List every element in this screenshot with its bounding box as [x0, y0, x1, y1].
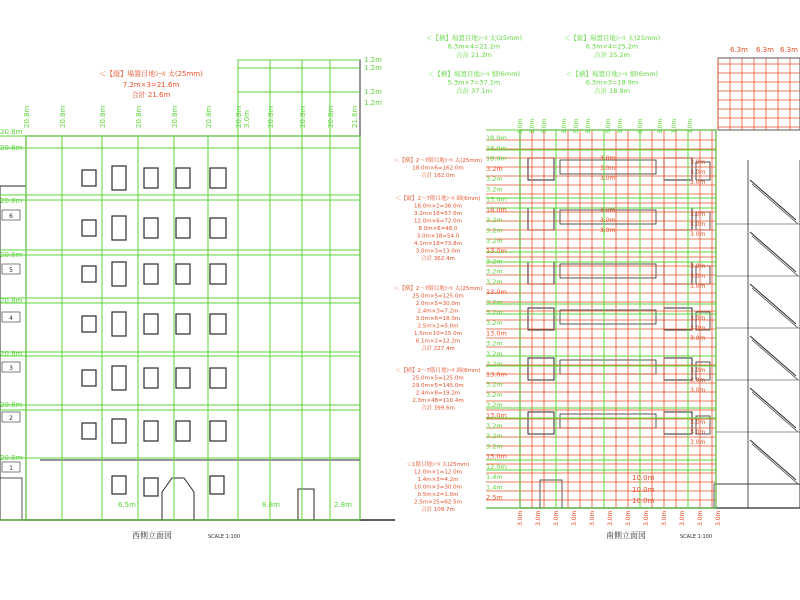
south-note-line: 2.5m×2=5.0m [417, 323, 459, 330]
window [210, 168, 226, 188]
south-top-dim: 6.3m [756, 46, 774, 54]
west-top-dim: 20.8m [205, 105, 213, 128]
south-note-line: 合計 162.0m [421, 173, 455, 179]
west-left-dim: 20.8m [0, 297, 23, 305]
south-note-line: 合計 362.4m [421, 256, 455, 262]
south-inner-dim: 3.0m [600, 155, 616, 162]
south-axis-dim: 3.2m [486, 442, 503, 451]
south-axis-dim: 18.0m [486, 154, 507, 163]
south-axis-dim: 12.0m [486, 462, 507, 471]
floor-tag: 2 [9, 415, 13, 422]
south-note-line: 10.0m×3=30.0m [414, 484, 462, 491]
south-axis-dim: 13.0m [486, 370, 507, 379]
south-title-block [606, 530, 712, 540]
window [176, 368, 190, 388]
window [144, 168, 158, 188]
south-axis-dim: 18.0m [486, 205, 507, 214]
west-top-dim: 20.8m [327, 105, 335, 128]
window [144, 314, 158, 334]
south-column-tag: 3.0m [637, 118, 644, 134]
south-axis-dim: 3.2m [486, 277, 503, 286]
west-top-dim: 20.8m [23, 105, 31, 128]
west-green-joint-grid [0, 60, 360, 520]
south-header-line: 6.3m×4=21.2m [447, 42, 501, 51]
west-right-dimensions [364, 56, 382, 107]
south-axis-dim: 3.2m [486, 421, 503, 430]
west-top-dim: 20.8m [135, 105, 143, 128]
south-inner-dim: 3.0m [690, 325, 706, 332]
south-inner-dim: 3.0m [690, 231, 706, 238]
south-inner-dim: 3.0m [690, 211, 706, 218]
south-note-line: 2.0m×5=30.0m [415, 301, 461, 307]
south-header-line: 合計 37.1m [456, 87, 492, 95]
south-column-tag: 3.0m [697, 510, 704, 526]
south-axis-dim: 13.0m [486, 411, 507, 420]
window [112, 166, 126, 190]
window [144, 421, 158, 441]
south-header-line: 合計 21.2m [456, 51, 492, 59]
stair-flight [750, 440, 796, 480]
window [144, 368, 158, 388]
south-inner-dim: 3.0m [690, 367, 706, 374]
west-header-line: ＜【縦】場置目地ｼｰﾙ 太(25mm) [99, 70, 203, 78]
south-note-line: 8.0m×6=48.0 [418, 226, 458, 232]
south-note-line: 2.4m×8=19.2m [415, 390, 461, 397]
floor-tag: 5 [9, 267, 13, 274]
south-axis-dim: 13.0m [486, 247, 507, 256]
window [176, 218, 190, 238]
south-title: 南側立面図 [606, 531, 646, 540]
south-column-tag: 3.0m [529, 118, 536, 134]
south-inner-dim: 3.0m [690, 419, 706, 426]
south-inner-dim: 3.0m [690, 263, 706, 270]
balcony-rail [560, 310, 656, 324]
window [210, 368, 226, 388]
south-note-line: 合計 227.4m [421, 346, 455, 352]
south-header-notes [426, 33, 660, 95]
west-top-dim: 3.0m [243, 110, 251, 128]
south-column-tag: 3.0m [671, 118, 678, 134]
south-axis-dim: 3.2m [486, 257, 503, 266]
south-inner-dim: 3.0m [690, 315, 706, 322]
south-inner-dim: 3.0m [690, 429, 706, 436]
south-note-line: ＜【横】2〜7階目地ｼｰﾙ 太(25mm) [393, 158, 483, 164]
floor-tag: 6 [9, 213, 13, 220]
stair-flight [750, 336, 796, 376]
south-note-line: 2.5m×25=62.5m [414, 499, 462, 506]
stair-flight [752, 392, 798, 432]
south-note-line: 25.0m×5=125.0m [412, 375, 464, 382]
west-windows [82, 166, 226, 496]
west-top-dim: 21.6m [351, 105, 359, 128]
stair-flight [752, 444, 798, 484]
south-exterior-staircase [716, 160, 800, 508]
west-left-dim: 20.8m [0, 401, 23, 409]
south-inner-dim: 3.0m [690, 283, 706, 290]
south-note-line: 合計 399.6m [421, 405, 455, 412]
floor-tag: 1 [9, 465, 13, 472]
south-note-line: 18.0m×2=36.0m [414, 203, 462, 210]
south-column-tag: 3.0m [517, 118, 524, 134]
south-axis-dim: 3.2m [486, 401, 503, 410]
south-note-line: ＜【横】2〜7階目地ｼｰﾙ 太(25mm) [393, 286, 483, 292]
south-note-line: 3.0m×3=13.0m [415, 248, 461, 255]
west-top-dim: 20.8m [171, 105, 179, 128]
window [144, 478, 158, 496]
south-note-line: 29.0m×5=145.0m [412, 383, 464, 389]
south-axis-dim: 13.0m [486, 452, 507, 461]
south-note-line: 3.2m×18=57.6m [414, 211, 462, 217]
south-axis-dim: 18.0m [486, 144, 507, 153]
south-column-tag: 3.0m [561, 118, 568, 134]
south-inner-dim: 3.0m [690, 169, 706, 176]
south-column-tag: 3.0m [625, 510, 632, 526]
west-top-dim: 20.8m [235, 105, 243, 128]
west-title-block [132, 530, 240, 540]
south-axis-dim: 3.2m [486, 216, 503, 225]
west-right-dim: 1.2m [364, 56, 382, 64]
south-axis-dim: 3.2m [486, 298, 503, 307]
west-top-dim: 20.8m [299, 105, 307, 128]
sheet-margin [0, 570, 800, 600]
south-inner-dim: 3.0m [600, 227, 616, 234]
window [176, 264, 190, 284]
window [144, 218, 158, 238]
window [112, 312, 126, 336]
south-column-tag: 3.0m [617, 118, 624, 134]
window [82, 220, 96, 236]
south-top-dim: 6.3m [780, 46, 798, 54]
window [176, 421, 190, 441]
west-top-dimensions [23, 105, 359, 128]
south-axis-dim: 3.2m [486, 308, 503, 317]
south-note-line: ＜【横】2〜7階目地ｼｰﾙ 細(6mm) [395, 368, 481, 374]
south-header-line: 6.3m×4=25.2m [585, 42, 639, 51]
west-title: 西側立面図 [132, 531, 172, 540]
south-inner-dim: 3.0m [690, 377, 706, 384]
window [82, 423, 96, 439]
south-column-tag: 3.0m [535, 510, 542, 526]
west-left-dim: 20.8m [0, 454, 23, 462]
south-inner-dim: 3.0m [690, 439, 706, 446]
south-axis-dim: 3.2m [486, 175, 503, 184]
west-elevation [0, 56, 395, 540]
west-bottom-dim: 2.8m [334, 501, 352, 509]
window [112, 216, 126, 240]
south-axis-dim: 1.4m [486, 473, 503, 482]
south-left-axis-dims [486, 134, 507, 502]
west-top-dim: 20.8m [267, 105, 275, 128]
south-note-line: 0.5m×2=1.0m [417, 492, 459, 498]
south-column-tag: 3.0m [517, 510, 524, 526]
south-inner-dim: 3.0m [690, 335, 706, 342]
window [82, 316, 96, 332]
west-header-note [99, 69, 203, 99]
window [112, 476, 126, 494]
south-note-line: 4.1m×18=73.8m [414, 241, 462, 247]
south-column-tag: 3.0m [679, 510, 686, 526]
south-column-tag: 3.0m [589, 510, 596, 526]
south-axis-dim: 3.2m [486, 319, 503, 327]
south-column-tag: 3.0m [661, 510, 668, 526]
floor-tag: 4 [9, 315, 13, 322]
south-axis-dim: 13.0m [486, 288, 507, 297]
south-inner-dim: 3.0m [690, 159, 706, 166]
south-column-tag: 3.0m [657, 118, 664, 134]
floor-tag: 3 [9, 365, 13, 372]
south-top-dim: 6.3m [730, 46, 748, 54]
window [112, 419, 126, 443]
south-left-notes [394, 156, 483, 513]
stair-flight [750, 180, 796, 220]
stair-flight [750, 232, 796, 272]
west-left-dim: 20.8m [0, 128, 23, 136]
west-left-dim: 20.8m [0, 144, 23, 152]
south-header-line: 合計 25.2m [594, 51, 630, 59]
south-header-line: ＜【縦】場置目地ｼｰﾙ 太(25mm) [563, 34, 661, 42]
south-inner-dim: 3.0m [690, 273, 706, 280]
south-elevation [394, 33, 800, 540]
window [82, 170, 96, 186]
south-inner-dim: 3.0m [600, 175, 616, 182]
balcony-rail [560, 414, 656, 428]
south-note-line: 2.4m×3=7.2m [417, 308, 459, 315]
south-axis-dim: 3.2m [486, 226, 503, 235]
west-left-dim: 20.8m [0, 251, 23, 259]
south-axis-dim: 3.2m [486, 432, 503, 441]
south-note-line: 1.4m×3=4.2m [417, 477, 459, 483]
west-right-dim: 1.2m [364, 64, 382, 72]
south-axis-dim: 2.5m [486, 493, 503, 502]
south-header-line: 6.3m×3=18.9m [585, 78, 639, 87]
stair-flight [752, 340, 798, 380]
window [210, 264, 226, 284]
window [210, 218, 226, 238]
west-floor-tags [2, 210, 20, 472]
west-header-line: 7.2m×3=21.6m [122, 81, 180, 89]
stair-flight [752, 236, 798, 276]
south-column-tag: 3.0m [553, 510, 560, 526]
south-axis-dim: 13.0m [486, 195, 507, 204]
south-note-line: 12.0m×1=12.0m [414, 469, 462, 476]
south-column-tag: 3.0m [571, 510, 578, 526]
south-inner-dim: 3.0m [690, 387, 706, 394]
window [112, 262, 126, 286]
south-header-line: ＜【横】場置目地ｼｰﾙ 細(6mm) [565, 70, 659, 78]
window [82, 266, 96, 282]
south-bottom-dim: 10.0m [632, 486, 655, 494]
south-axis-dim: 3.2m [486, 236, 503, 245]
south-axis-dim: 1.4m [486, 483, 503, 492]
west-header-line: 合計 21.6m [131, 91, 171, 99]
stair-flight [752, 288, 798, 328]
west-bottom-dimensions [118, 501, 352, 509]
south-green-joint-grid [486, 130, 716, 508]
west-left-dim: 20.8m [0, 350, 23, 358]
window [112, 366, 126, 390]
south-column-tag: 3.0m [541, 118, 548, 134]
south-axis-dim: 3.2m [486, 349, 503, 358]
south-note-line: 3.0m×18=54.0 [416, 233, 460, 240]
south-header-line: 合計 18.9m [594, 87, 630, 95]
south-header-line: ＜【横】場置目地ｼｰﾙ 細(6mm) [427, 70, 521, 78]
west-right-dim: 1.2m [364, 99, 382, 107]
window [210, 476, 224, 494]
south-windows [528, 158, 710, 434]
south-column-tag: 3.0m [573, 118, 580, 134]
west-left-dim: 20.8m [0, 197, 23, 205]
south-column-tag: 3.0m [585, 118, 592, 134]
south-bottom-dim: 10.0m [632, 497, 655, 505]
south-note-line: 合計 109.7m [421, 507, 455, 513]
window [82, 370, 96, 386]
south-inner-dim: 3.0m [600, 165, 616, 172]
south-note-line: ＜1階目地ｼｰﾙ 太(25mm) [406, 462, 470, 468]
west-building-outline [0, 60, 395, 520]
south-note-line: 18.0m×6=162.0m [412, 165, 464, 172]
stair-flight [752, 184, 798, 224]
south-bottom-dim: 10.0m [632, 474, 655, 482]
south-axis-dim: 3.2m [486, 390, 503, 399]
south-top-dimensions [730, 46, 798, 54]
west-scale: SCALE 1:100 [208, 534, 241, 540]
south-axis-dim: 13.0m [486, 329, 507, 338]
west-bottom-dim: 8.8m [262, 501, 280, 509]
south-column-tag: 3.0m [715, 510, 722, 526]
window [176, 168, 190, 188]
south-note-line: ＜【縦】2〜7階目地ｼｰﾙ 細(6mm) [395, 196, 481, 202]
south-column-tag: 3.0m [607, 510, 614, 526]
south-inner-dim: 3.0m [690, 179, 706, 186]
south-inner-dim: 3.0m [690, 221, 706, 228]
south-bottom-dimensions [632, 474, 655, 505]
window [176, 314, 190, 334]
west-top-dim: 20.8m [99, 105, 107, 128]
south-axis-dim: 18.0m [486, 134, 507, 142]
south-note-line: 25.0m×5=125.0m [412, 293, 464, 300]
south-note-line: 1.5m×10=15.0m [414, 331, 462, 337]
window [210, 314, 226, 334]
window [144, 264, 158, 284]
south-note-line: 3.0m×6=18.0m [415, 316, 461, 322]
west-right-dim: 1.2m [364, 88, 382, 96]
south-column-tag: 3.0m [605, 118, 612, 134]
south-header-line: ＜【横】場置目地ｼｰﾙ 太(25mm) [425, 34, 523, 42]
south-axis-dim: 3.2m [486, 360, 503, 369]
south-header-line: 5.3m×7=37.1m [447, 78, 501, 87]
south-note-line: 6.1m×2=12.2m [415, 338, 461, 345]
south-column-tag: 3.0m [643, 510, 650, 526]
south-inner-dim: 3.0m [600, 207, 616, 214]
south-axis-dim: 3.2m [486, 164, 503, 173]
south-axis-dim: 3.2m [486, 339, 503, 348]
south-note-line: 2.3m×48=110.4m [412, 398, 464, 404]
south-axis-dim: 3.2m [486, 185, 503, 194]
south-inner-dim: 3.0m [600, 217, 616, 224]
balcony-rail [560, 360, 656, 374]
south-column-tag: 3.0m [687, 118, 694, 134]
west-bottom-dim: 6.5m [118, 501, 136, 509]
stair-flight [750, 284, 796, 324]
west-top-dim: 20.8m [59, 105, 67, 128]
south-note-line: 12.0m×6=72.0m [414, 218, 462, 225]
stair-flight [750, 388, 796, 428]
south-axis-dim: 3.2m [486, 267, 503, 276]
window [210, 421, 226, 441]
south-scale: SCALE 1:100 [680, 534, 713, 540]
south-axis-dim: 3.2m [486, 380, 503, 389]
